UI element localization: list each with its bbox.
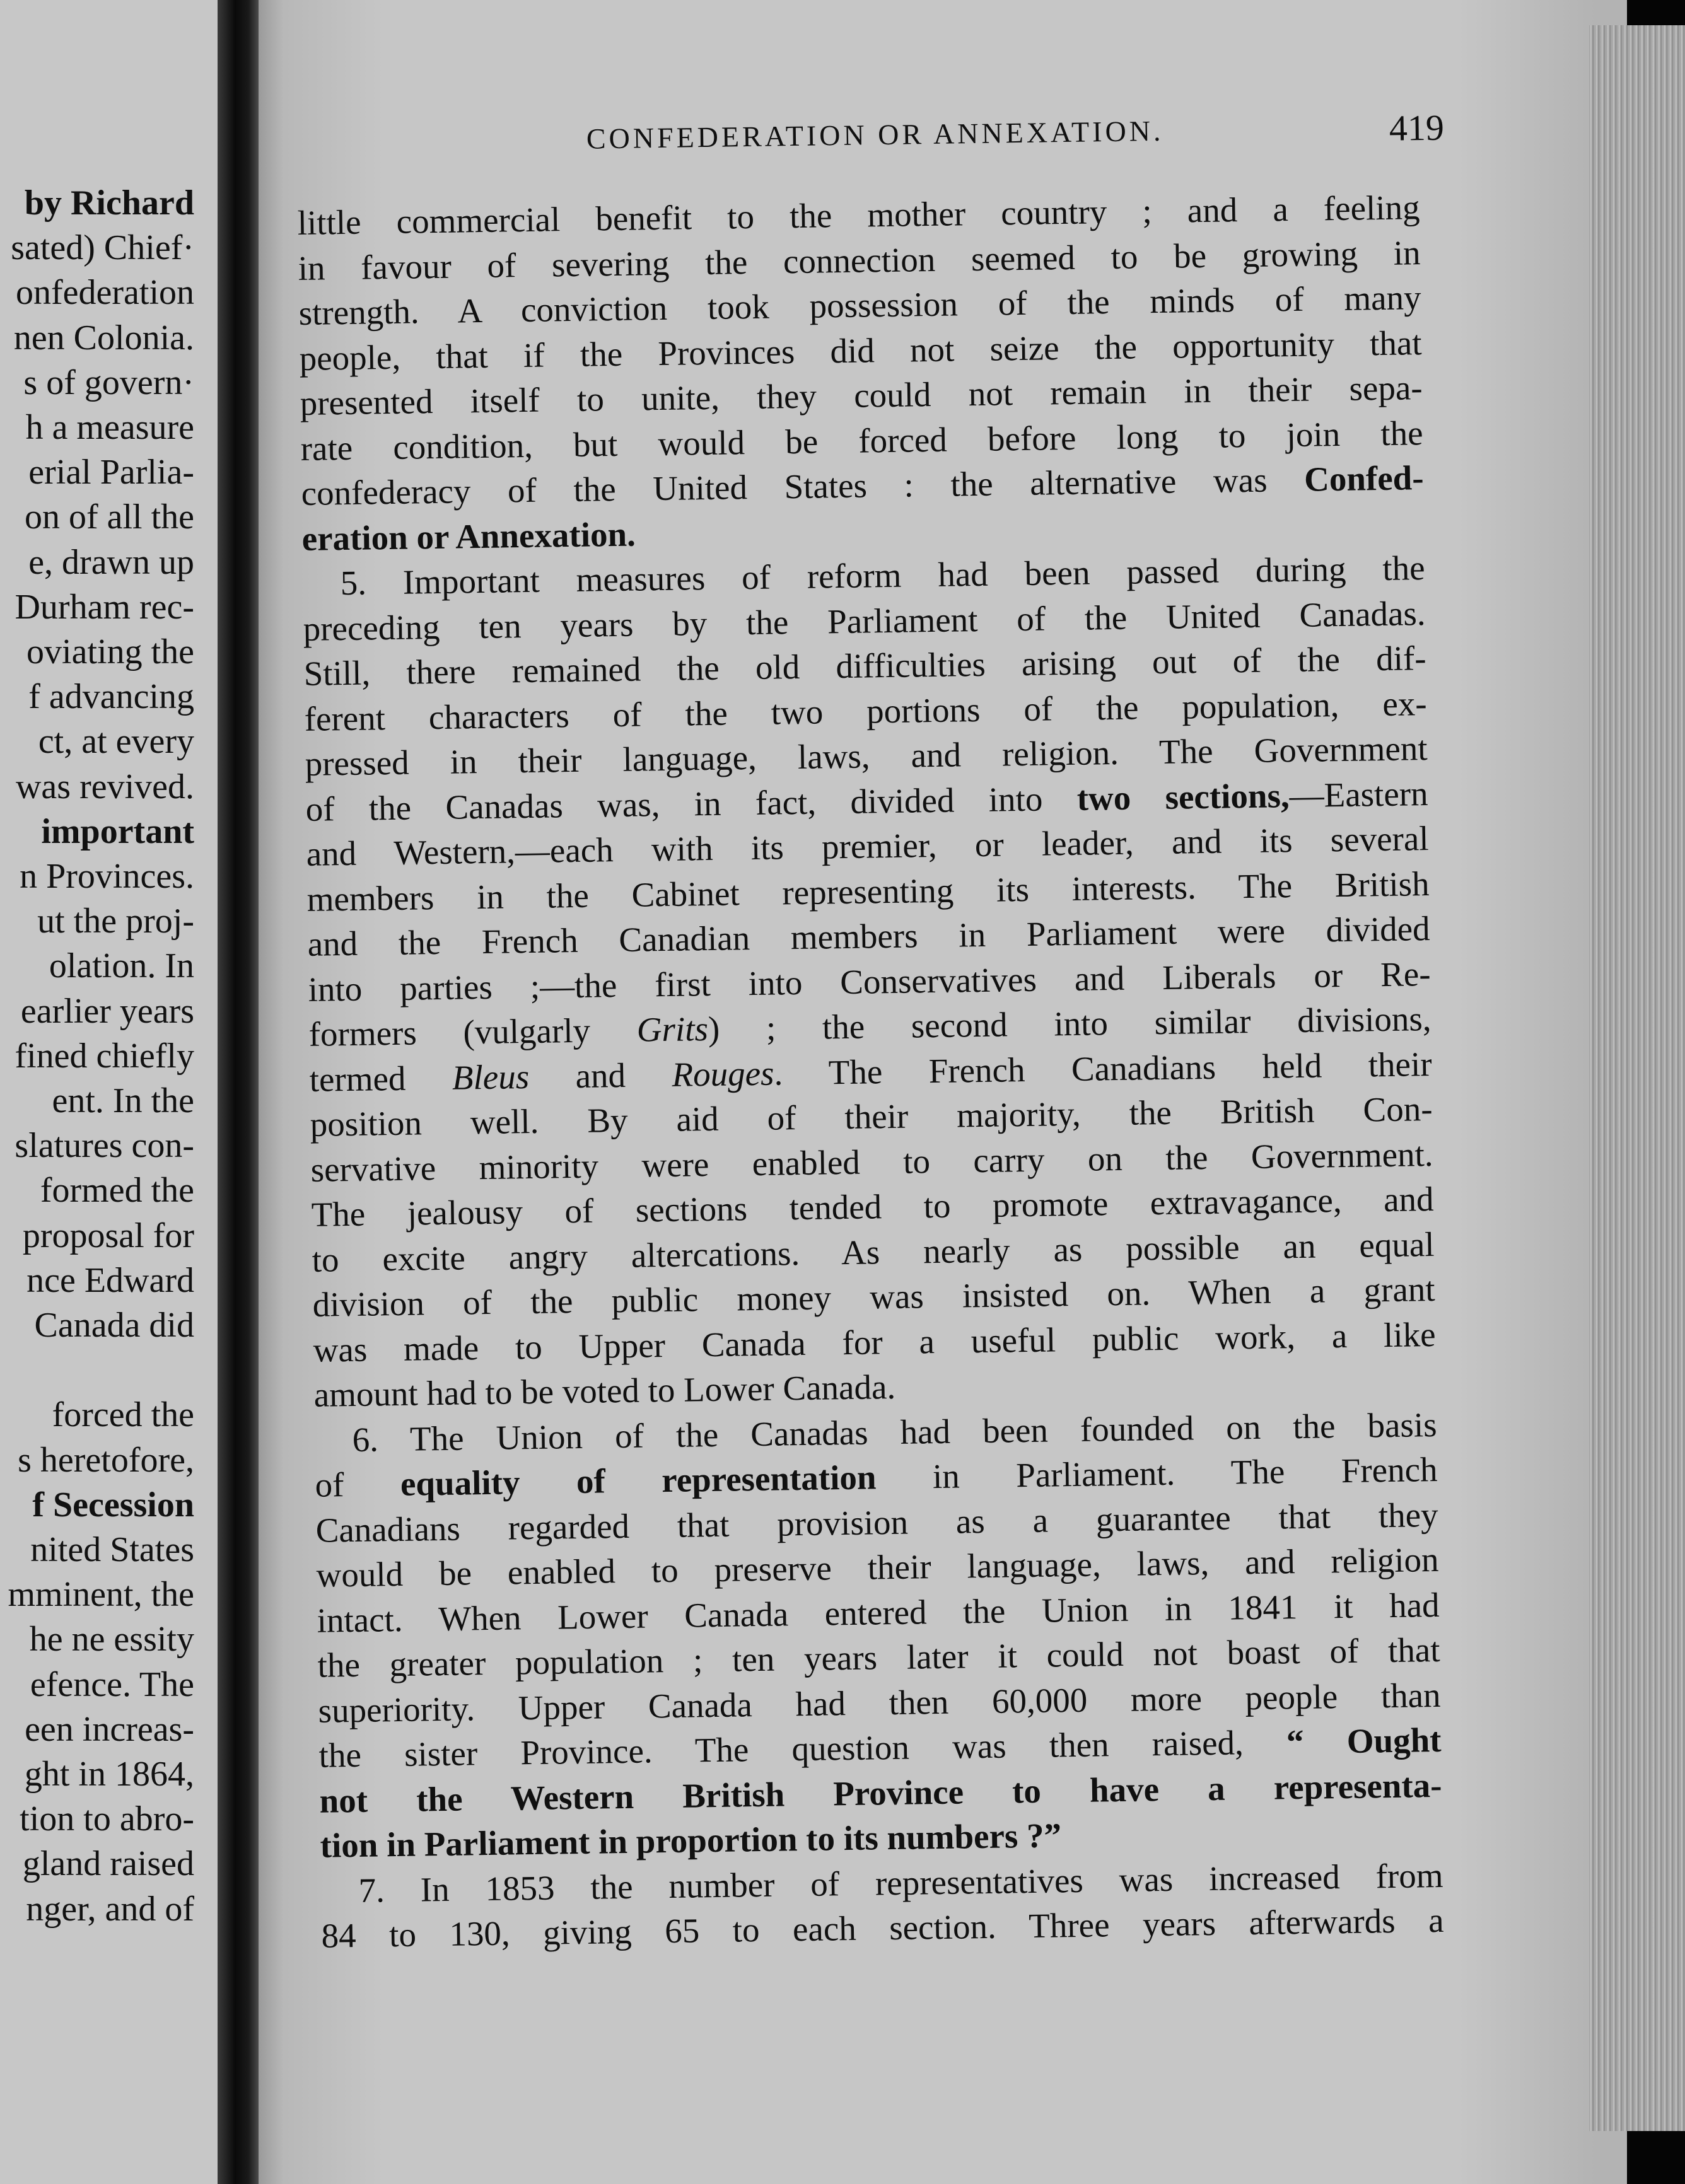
left-page-line: nited States xyxy=(30,1530,194,1569)
book-gutter xyxy=(218,0,262,2184)
page-number: 419 xyxy=(1389,107,1445,149)
bold-phrase: “ Ought xyxy=(1286,1720,1442,1762)
left-page-line: on of all the xyxy=(24,497,194,537)
left-page-line: mminent, the xyxy=(8,1575,194,1615)
text-run: was made to Upper Canada for a useful public work, a like xyxy=(313,1315,1436,1369)
left-page-line: by Richard xyxy=(24,183,194,223)
text-run: ferent characters of the two portions of the population, ex- xyxy=(304,683,1427,738)
left-page-line: n Provinces. xyxy=(20,857,194,896)
text-run: ) ; the second into similar divisions, xyxy=(708,999,1431,1048)
left-page-line: slatures con- xyxy=(15,1126,194,1166)
text-run: the greater population ; ten years later it could not boast of that xyxy=(317,1630,1440,1685)
left-page-line: Canada did xyxy=(34,1306,194,1345)
left-page-line: proposal for xyxy=(22,1216,194,1255)
running-head-title: CONFEDERATION OR ANNEXATION. xyxy=(586,114,1164,155)
text-run: The jealousy of sections tended to promote extravagance, and xyxy=(311,1179,1434,1234)
bold-phrase: Confed- xyxy=(1303,458,1424,499)
text-run: little commercial benefit to the mother country ; and a feeling xyxy=(297,188,1420,242)
text-run: superiority. Upper Canada had then 60,000 more people than xyxy=(318,1675,1441,1730)
left-page-line: earlier years xyxy=(20,991,194,1031)
left-page-line: sated) Chief· xyxy=(11,228,194,268)
bold-phrase: two sections, xyxy=(1076,775,1290,818)
text-run: people, that if the Provinces did not seize the opportunity that xyxy=(299,323,1422,378)
text-run: 84 to 130, giving 65 to each section. Three years afterwards a xyxy=(321,1900,1444,1955)
text-run: in favour of severing the connection seemed to be growing in xyxy=(298,233,1421,288)
left-page-line: oviating the xyxy=(26,632,194,671)
text-run: formers (vulgarly xyxy=(308,1010,638,1054)
text-run: position well. By aid of their majority, the British Con- xyxy=(310,1089,1433,1144)
left-page-line: f Secession xyxy=(32,1485,194,1525)
left-page-line: erial Parlia- xyxy=(28,453,194,492)
left-page-line: efence. The xyxy=(30,1664,194,1704)
text-run: and the French Canadian members in Parliament were divided xyxy=(307,909,1430,963)
left-page-line: nce Edward xyxy=(26,1260,194,1300)
text-run: to excite angry altercations. As nearly as possible an equal xyxy=(312,1224,1435,1279)
left-page-line: ght in 1864, xyxy=(24,1755,194,1794)
text-run: termed xyxy=(309,1058,453,1099)
text-run: and xyxy=(528,1055,672,1096)
text-run: members in the Cabinet representing its interests. The British xyxy=(306,864,1430,919)
text-run: of xyxy=(315,1464,401,1504)
body-text xyxy=(297,185,1444,1958)
left-page-line: een increas- xyxy=(25,1709,194,1749)
left-page-line: h a measure xyxy=(25,408,194,447)
text-run: 5. Important measures of reform had been passed during the xyxy=(340,549,1425,603)
text-run: servative minority were enabled to carry on the Government. xyxy=(310,1134,1433,1189)
text-run: Canadians regarded that provision as a guarantee that they xyxy=(315,1495,1438,1550)
bold-phrase: tion in Parliament in proportion to its numbers ?” xyxy=(320,1816,1062,1865)
left-page-line: fined chiefly xyxy=(15,1036,194,1076)
text-run: 6. The Union of the Canadas had been founded on the basis xyxy=(352,1405,1437,1459)
left-page-line: ent. In the xyxy=(52,1081,194,1120)
left-page-line: important xyxy=(41,811,194,851)
left-page-line: ct, at every xyxy=(38,722,194,762)
left-page-line: s heretofore, xyxy=(18,1440,194,1480)
text-run: of the Canadas was, in fact, divided into xyxy=(305,779,1078,828)
text-run: Still, there remained the old difficulties arising out of the dif- xyxy=(303,639,1426,693)
text-run: pressed in their language, laws, and religion. The Government xyxy=(305,729,1428,783)
text-run: 7. In 1853 the number of representatives was increased from xyxy=(358,1856,1443,1910)
text-run: and Western,—each with its premier, or leader, and its several xyxy=(306,819,1429,873)
page-text-block xyxy=(296,107,1445,1955)
left-page-line: was revived. xyxy=(15,767,194,806)
left-page-line: ut the proj- xyxy=(37,902,194,941)
bold-phrase: eration or Annexation. xyxy=(301,514,636,558)
left-page-line: olation. In xyxy=(49,946,194,986)
left-page-line: s of govern· xyxy=(23,363,194,402)
left-page-line: formed the xyxy=(40,1171,194,1211)
bold-phrase: equality of representation xyxy=(400,1458,877,1503)
left-page-line: e, drawn up xyxy=(28,542,194,582)
italic-phrase: Bleus xyxy=(452,1057,530,1097)
text-run: division of the public money was insisted on. When a grant xyxy=(312,1269,1435,1324)
bold-phrase: not the Western British Province to have a representa- xyxy=(319,1765,1442,1820)
text-run: amount had to be voted to Lower Canada. xyxy=(313,1367,896,1414)
text-run: . The French Canadians held their xyxy=(774,1044,1432,1093)
left-page-line: he ne essity xyxy=(29,1620,194,1659)
text-run: preceding ten years by the Parliament of the United Canadas. xyxy=(303,593,1426,648)
text-run: would be enabled to preserve their language, laws, and religion xyxy=(316,1540,1439,1594)
left-page-fragment xyxy=(0,0,252,2184)
text-run: in Parliament. The French xyxy=(876,1449,1438,1497)
left-page-line: gland raised xyxy=(22,1844,194,1884)
left-page-line: nger, and of xyxy=(26,1889,194,1929)
italic-phrase: Rouges xyxy=(672,1054,774,1094)
left-page-line: forced the xyxy=(52,1395,194,1435)
text-run: rate condition, but would be forced before long to join the xyxy=(300,413,1423,468)
text-run: confederacy of the United States : the alternative was xyxy=(301,460,1305,513)
left-page-line: nen Colonia. xyxy=(13,318,194,357)
left-page-line: tion to abro- xyxy=(20,1799,194,1839)
left-page-line: onfederation xyxy=(16,273,194,313)
page-edges xyxy=(1589,25,1685,2131)
text-run: presented itself to unite, they could not remain in their sepa- xyxy=(300,368,1423,422)
text-run: strength. A conviction took possession of the minds of many xyxy=(298,278,1421,332)
text-run: —Eastern xyxy=(1289,774,1428,815)
italic-phrase: Grits xyxy=(636,1009,709,1049)
text-run: intact. When Lower Canada entered the Union in 1841 it had xyxy=(317,1585,1440,1640)
left-page-line: f advancing xyxy=(28,677,194,717)
left-page-line: Durham rec- xyxy=(15,587,194,627)
text-run: into parties ;—the first into Conservatives and Liberals or Re- xyxy=(308,954,1431,1009)
text-run: the sister Province. The question was then raised, xyxy=(318,1722,1287,1775)
